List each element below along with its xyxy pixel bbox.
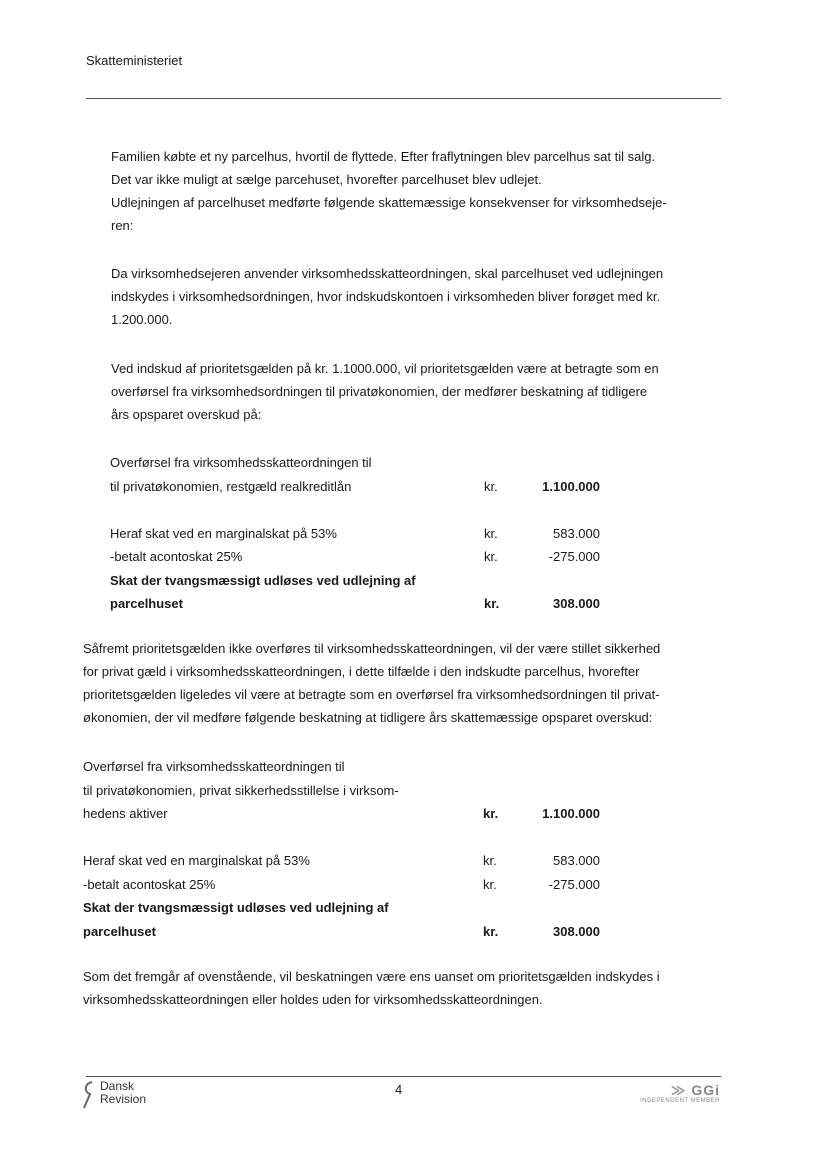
calc-label: Skat der tvangsmæssigt udløses ved udlejning af bbox=[110, 572, 416, 588]
paragraph-prioritetsgaeld bbox=[111, 357, 659, 426]
dansk-revision-logo-icon bbox=[80, 1080, 98, 1110]
calc-currency: kr. bbox=[483, 876, 497, 892]
calc-amount: 583.000 bbox=[553, 525, 600, 541]
paragraph-conclusion bbox=[83, 965, 660, 1011]
ggi-arrow-icon: ≫ bbox=[670, 1082, 687, 1098]
calc-row-spacer bbox=[110, 498, 600, 522]
calc-label: til privatøkonomien, privat sikkerhedsstillelse i virksom- bbox=[83, 782, 399, 798]
calc-row bbox=[83, 873, 600, 897]
calc-row bbox=[83, 802, 600, 826]
calc-currency: kr. bbox=[483, 806, 499, 821]
text-line: indskydes i virksomhedsordningen, hvor indskudskontoen i virksomheden bliver forøget med kr. bbox=[111, 289, 661, 304]
text-line: 1.200.000. bbox=[111, 312, 173, 327]
ggi-logo-mark: GGi bbox=[691, 1082, 720, 1098]
paragraph-intro bbox=[111, 145, 667, 237]
text-line: Såfremt prioritetsgælden ikke overføres til virksomhedsskatteordningen, vil der være stillet sikkerhed bbox=[83, 641, 661, 656]
text-line: økonomien, der vil medføre følgende beskatning at tidligere års skattemæssige opsparet overskud: bbox=[83, 710, 653, 725]
calc-row bbox=[110, 569, 600, 593]
logo-text-line: Revision bbox=[100, 1092, 147, 1106]
calc-label: hedens aktiver bbox=[83, 806, 168, 821]
text-line: års opsparet overskud på: bbox=[111, 407, 262, 422]
text-line: Det var ikke muligt at sælge parcehuset, hvorefter parcelhuset blev udlejet. bbox=[111, 172, 542, 187]
calc-label: -betalt acontoskat 25% bbox=[110, 549, 243, 564]
page-number: 4 bbox=[395, 1082, 403, 1097]
calc-amount: 308.000 bbox=[553, 596, 600, 611]
text-line: Udlejningen af parcelhuset medførte følgende skattemæssige konsekvenser for virksomhedseje- bbox=[111, 195, 667, 210]
text-line: overførsel fra virksomhedsordningen til privatøkonomien, der medfører beskatning af tidligere bbox=[111, 384, 648, 399]
calc-row bbox=[83, 849, 600, 873]
logo-text-line: Dansk bbox=[100, 1079, 135, 1093]
calc-row bbox=[110, 522, 600, 546]
page-header-title: Skatteministeriet bbox=[86, 53, 183, 68]
calc-row bbox=[110, 451, 600, 475]
calc-amount: 1.100.000 bbox=[542, 478, 600, 494]
calc-row bbox=[110, 592, 600, 616]
calc-label: parcelhuset bbox=[110, 596, 183, 611]
calc-label: Skat der tvangsmæssigt udløses ved udlejning af bbox=[83, 900, 389, 915]
calc-row bbox=[83, 779, 600, 803]
calc-currency: kr. bbox=[484, 525, 498, 541]
calc-currency: kr. bbox=[483, 923, 499, 939]
text-line: Da virksomhedsejeren anvender virksomhedsskatteordningen, skal parcelhuset ved udlejningen bbox=[111, 266, 664, 281]
calc-label: Overførsel fra virksomhedsskatteordningen til bbox=[110, 455, 372, 470]
calc-row bbox=[110, 545, 600, 569]
text-line: virksomhedsskatteordningen eller holdes uden for virksomhedsskatteordningen. bbox=[83, 992, 543, 1007]
calc-row bbox=[83, 896, 600, 920]
calc-label: -betalt acontoskat 25% bbox=[83, 876, 216, 892]
calc-label: til privatøkonomien, restgæld realkreditlån bbox=[110, 478, 352, 494]
calc-currency: kr. bbox=[484, 478, 498, 494]
text-line: ren: bbox=[111, 218, 134, 233]
calc-amount: 308.000 bbox=[553, 923, 600, 939]
calc-amount: -275.000 bbox=[548, 876, 600, 892]
text-line: Som det fremgår af ovenstående, vil beskatningen være ens uanset om prioritetsgælden indskydes i bbox=[83, 969, 660, 984]
ggi-logo bbox=[620, 1082, 720, 1104]
header-divider bbox=[86, 98, 721, 99]
calc-currency: kr. bbox=[484, 549, 498, 564]
calc-label: Overførsel fra virksomhedsskatteordningen til bbox=[83, 759, 345, 774]
calc-amount: 583.000 bbox=[553, 853, 600, 868]
ggi-logo-subtitle: INDEPENDENT MEMBER bbox=[640, 1098, 720, 1104]
calc-label: parcelhuset bbox=[83, 923, 156, 939]
calculation-table-2 bbox=[83, 755, 600, 943]
text-line: Ved indskud af prioritetsgælden på kr. 1.1000.000, vil prioritetsgælden være at betragte som en bbox=[111, 361, 659, 376]
calc-label: Heraf skat ved en marginalskat på 53% bbox=[110, 525, 337, 541]
calc-amount: -275.000 bbox=[548, 549, 600, 564]
footer-divider bbox=[86, 1076, 721, 1077]
calc-currency: kr. bbox=[483, 853, 497, 868]
paragraph-indskud bbox=[111, 262, 663, 331]
text-line: Familien købte et ny parcelhus, hvortil de flyttede. Efter fraflytningen blev parcelhus sat til salg. bbox=[111, 149, 656, 164]
calc-label: Heraf skat ved en marginalskat på 53% bbox=[83, 853, 310, 868]
text-line: for privat gæld i virksomhedsskatteordningen, i dette tilfælde i den indskudte parcelhus, hvorefter bbox=[83, 664, 640, 679]
calculation-table-1 bbox=[110, 451, 600, 616]
calc-row bbox=[83, 755, 600, 779]
calc-row bbox=[110, 475, 600, 499]
text-line: prioritetsgælden ligeledes vil være at betragte som en overførsel fra virksomhedsordningen til privat- bbox=[83, 687, 660, 702]
calc-currency: kr. bbox=[484, 596, 500, 611]
paragraph-sikkerhed bbox=[83, 637, 660, 729]
calc-row bbox=[83, 920, 600, 944]
calc-row-spacer bbox=[83, 826, 600, 850]
dansk-revision-logo bbox=[80, 1080, 146, 1110]
calc-amount: 1.100.000 bbox=[542, 806, 600, 821]
